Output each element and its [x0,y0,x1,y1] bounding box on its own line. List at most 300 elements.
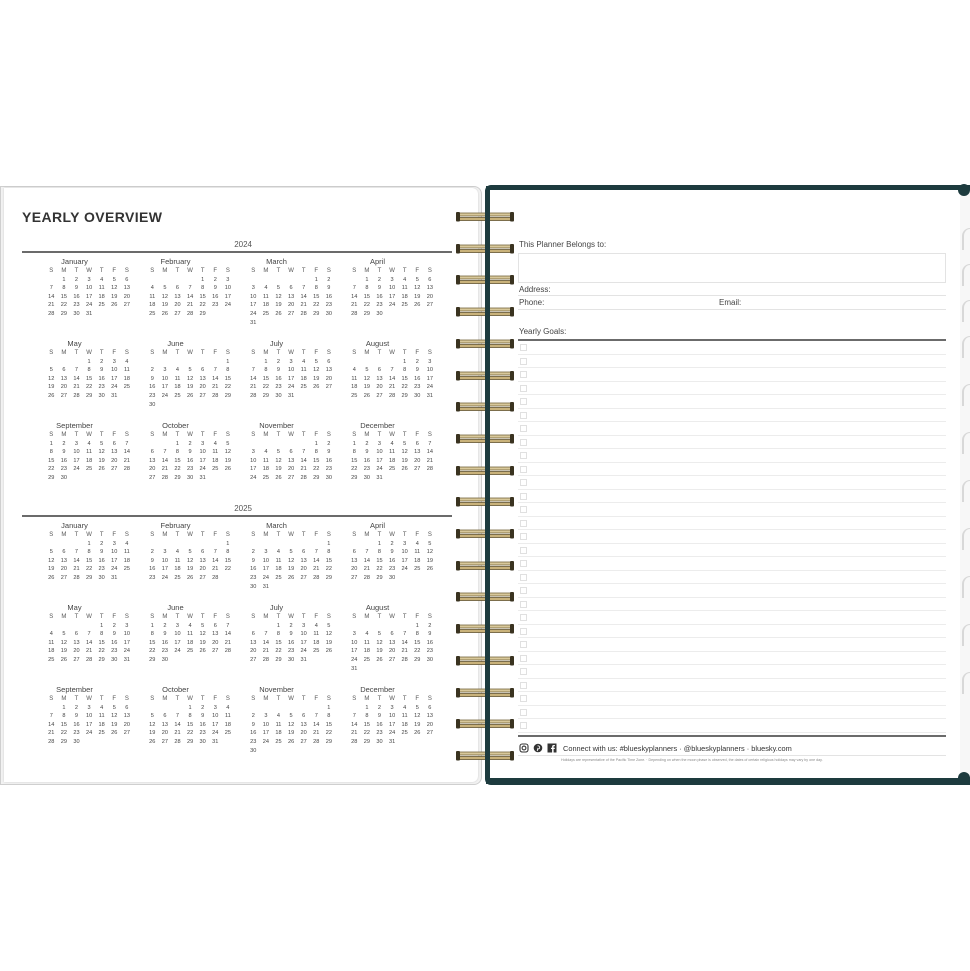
day-cell: 4 [264,449,268,456]
goal-row[interactable] [518,503,946,517]
day-cell: 24 [123,648,130,655]
day-cell: 6 [175,285,180,292]
goal-row[interactable] [518,611,946,625]
weekday-header: T [377,614,382,620]
day-cell: 30 [325,310,332,317]
weekday-header: W [288,696,294,702]
blank-day [184,540,197,549]
day-cell: 16 [376,293,383,300]
goal-checkbox[interactable] [520,641,527,648]
day-cell: 6 [201,549,205,556]
blank-day [171,540,184,549]
day-cell: 12 [275,457,282,464]
day-cell: 3 [213,704,217,711]
day-cell: 17 [351,648,358,655]
day-cell: 14 [300,457,307,464]
day-cell: 2 [112,622,116,629]
goal-checkbox[interactable] [520,412,527,419]
day-cell: 3 [163,549,167,556]
day-cell: 19 [401,457,408,464]
day-cell: 13 [426,285,433,292]
day-cell: 4 [175,549,180,556]
weekday-header: T [276,268,281,274]
month-may [24,603,130,683]
day-cell: 21 [48,730,55,737]
goal-row[interactable] [518,368,946,382]
weekday-header: M [61,532,67,538]
month-tab[interactable] [962,300,970,322]
goal-checkbox[interactable] [520,668,527,675]
weekday-header: W [389,350,395,356]
day-cell: 25 [48,656,55,663]
day-cell: 24 [287,384,295,391]
month-tab[interactable] [962,432,970,454]
goal-row[interactable] [518,382,946,396]
day-cell: 14 [426,449,433,456]
month-tab[interactable] [962,672,970,694]
month-march [226,257,332,337]
day-cell: 27 [287,310,295,317]
day-cell: 19 [149,730,156,737]
goal-checkbox[interactable] [520,479,527,486]
weekday-header: M [162,532,168,538]
blank-day [196,358,209,367]
day-cell: 27 [351,574,358,581]
day-cell: 30 [161,656,168,663]
weekday-header: S [427,532,432,538]
day-cell: 5 [314,358,318,365]
day-cell: 23 [73,730,80,737]
day-cell: 10 [262,721,269,728]
day-cell: 29 [48,474,55,481]
footer-divider [518,735,946,737]
day-cell: 12 [224,449,231,456]
day-cell: 5 [415,704,419,711]
weekday-header: W [389,432,395,438]
day-cell: 16 [161,639,168,646]
day-cell: 17 [262,566,269,573]
day-cell: 6 [428,704,432,711]
month-tab[interactable] [962,336,970,358]
month-calendar [332,531,433,583]
day-cell: 21 [73,384,80,391]
day-cell: 25 [224,730,231,737]
weekday-header: M [263,268,269,274]
weekday-header: S [225,532,230,538]
blank-day [171,358,184,367]
goal-checkbox[interactable] [520,587,527,594]
goal-row[interactable] [518,679,946,693]
month-april [327,257,433,337]
day-cell: 24 [199,466,206,473]
day-cell: 7 [365,549,369,556]
goal-checkbox[interactable] [520,385,527,392]
day-cell: 15 [60,721,67,728]
day-cell: 10 [250,293,257,300]
goal-row[interactable] [518,463,946,477]
weekday-header: T [402,350,407,356]
day-cell: 7 [188,285,192,292]
weekday-header: W [86,614,92,620]
day-cell: 16 [250,566,257,573]
weekday-header: T [99,532,104,538]
day-cell: 25 [149,310,156,317]
day-cell: 29 [60,738,67,745]
day-cell: 13 [300,557,307,564]
day-cell: 6 [150,449,154,456]
day-cell: 19 [111,721,118,728]
month-name: June [167,603,184,612]
weekday-header: F [213,532,218,538]
goal-row[interactable] [518,530,946,544]
weekday-header: S [124,350,129,356]
day-cell: 29 [224,392,231,399]
weekday-header: T [301,350,306,356]
month-tab[interactable] [962,576,970,598]
day-cell: 4 [314,622,318,629]
day-cell: 22 [275,648,282,655]
goal-row[interactable] [518,395,946,409]
day-cell: 8 [403,367,407,374]
goal-row[interactable] [518,584,946,598]
day-cell: 8 [314,449,318,456]
day-cell: 28 [351,738,358,745]
phone-label: Phone: [519,298,545,307]
month-name: August [365,339,390,348]
goal-row[interactable] [518,652,946,666]
goal-checkbox[interactable] [520,425,527,432]
goal-row[interactable] [518,355,946,369]
day-cell: 18 [388,457,396,464]
spiral-ring-icon [456,592,514,602]
day-cell: 30 [73,310,80,317]
month-name: May [67,339,82,348]
day-cell: 2 [251,713,255,720]
day-cell: 31 [199,474,206,481]
day-cell: 21 [300,302,307,309]
goal-row[interactable] [518,517,946,531]
month-name: December [360,421,395,430]
day-cell: 3 [175,622,180,629]
instagram-icon[interactable] [519,743,529,753]
day-cell: 15 [262,375,269,382]
weekday-header: S [326,350,331,356]
day-cell: 28 [212,392,219,399]
day-cell: 30 [98,574,105,581]
day-cell: 30 [376,310,383,317]
day-cell: 10 [85,285,93,292]
month-april [327,521,433,601]
weekday-header: S [251,350,256,356]
day-cell: 6 [390,631,394,638]
goal-checkbox[interactable] [520,560,527,567]
day-cell: 10 [212,713,219,720]
month-calendar [231,695,332,755]
month-tab[interactable] [962,624,970,646]
weekday-header: S [150,268,155,274]
day-cell: 20 [250,648,257,655]
day-cell: 25 [363,656,370,663]
month-name: July [269,339,284,348]
day-cell: 24 [262,574,269,581]
day-cell: 26 [376,656,383,663]
month-tab[interactable] [962,228,970,250]
day-cell: 6 [289,449,293,456]
day-cell: 7 [302,285,306,292]
month-february [125,257,231,337]
goal-checkbox[interactable] [520,722,527,729]
day-cell: 13 [325,367,332,374]
goal-row[interactable] [518,476,946,490]
day-cell: 1 [87,358,91,365]
day-cell: 23 [98,384,105,391]
day-cell: 16 [325,457,332,464]
month-calendar [130,531,231,583]
weekday-header: T [276,432,281,438]
day-cell: 3 [112,358,116,365]
day-cell: 15 [224,375,231,382]
weekday-header: W [187,614,193,620]
month-tab[interactable] [962,528,970,550]
weekday-header: T [301,614,306,620]
weekday-header: F [112,696,117,702]
day-cell: 29 [149,656,156,663]
goal-row[interactable] [518,341,946,355]
goal-row[interactable] [518,490,946,504]
weekday-header: T [74,532,79,538]
goal-row[interactable] [518,625,946,639]
day-cell: 1 [175,440,180,447]
day-cell: 13 [426,713,433,720]
month-tab[interactable] [962,264,970,286]
month-calendar [231,431,332,483]
month-tab[interactable] [962,384,970,406]
day-cell: 23 [60,466,67,473]
goal-checkbox[interactable] [520,533,527,540]
goal-row[interactable] [518,449,946,463]
goal-row[interactable] [518,544,946,558]
day-cell: 6 [302,713,306,720]
day-cell: 22 [85,384,93,391]
day-cell: 25 [174,574,181,581]
address-line[interactable] [518,295,946,296]
day-cell: 26 [48,392,55,399]
weekday-header: T [200,432,205,438]
day-cell: 15 [376,557,383,564]
day-cell: 27 [426,302,433,309]
goal-checkbox[interactable] [520,682,527,689]
weekday-header: T [402,268,407,274]
month-january [24,521,130,601]
weekday-header: F [213,614,218,620]
goal-checkbox[interactable] [520,466,527,473]
weekday-header: M [364,268,370,274]
phone-email-line[interactable] [518,309,946,310]
day-cell: 20 [212,639,219,646]
day-cell: 18 [275,566,282,573]
goal-checkbox[interactable] [520,520,527,527]
day-cell: 31 [262,583,269,590]
spiral-ring-icon [456,466,514,476]
day-cell: 14 [388,375,396,382]
goal-checkbox[interactable] [520,547,527,554]
month-tab[interactable] [962,480,970,502]
day-cell: 10 [250,457,257,464]
day-cell: 10 [161,375,168,382]
goal-checkbox[interactable] [520,628,527,635]
goal-checkbox[interactable] [520,655,527,662]
month-calendar [29,695,130,747]
goal-row[interactable] [518,598,946,612]
day-cell: 26 [199,648,206,655]
day-cell: 22 [199,302,206,309]
day-cell: 7 [87,631,91,638]
spiral-ring-icon [456,402,514,412]
goal-row[interactable] [518,571,946,585]
month-calendar [332,349,433,401]
blank-day [272,276,285,285]
day-cell: 11 [363,639,370,646]
day-cell: 20 [426,721,433,728]
day-cell: 8 [264,367,268,374]
day-cell: 16 [363,457,370,464]
goal-row[interactable] [518,557,946,571]
day-cell: 16 [250,730,257,737]
weekday-header: T [200,532,205,538]
goal-checkbox[interactable] [520,452,527,459]
day-cell: 13 [161,721,168,728]
day-cell: 13 [123,713,130,720]
blank-day [297,540,310,549]
blank-day [285,276,298,285]
month-name: April [369,257,385,266]
day-cell: 20 [123,293,130,300]
day-cell: 4 [100,704,104,711]
day-cell: 25 [262,310,269,317]
day-cell: 18 [401,721,408,728]
goal-checkbox[interactable] [520,614,527,621]
blank-day [209,540,222,549]
day-cell: 1 [327,540,331,547]
day-cell: 19 [414,293,421,300]
weekday-header: S [49,268,54,274]
goal-row[interactable] [518,409,946,423]
day-cell: 10 [262,557,269,564]
owner-name-field[interactable] [518,253,946,283]
goal-checkbox[interactable] [520,695,527,702]
month-july [226,339,332,419]
blank-day [285,704,298,713]
day-cell: 18 [363,648,370,655]
blank-day [247,358,260,367]
day-cell: 10 [376,449,383,456]
goal-checkbox[interactable] [520,358,527,365]
day-cell: 24 [262,738,269,745]
day-cell: 14 [73,557,80,564]
month-name: March [266,257,287,266]
day-cell: 6 [125,704,129,711]
month-june [125,603,231,683]
weekday-header: W [86,350,92,356]
goal-row[interactable] [518,692,946,706]
day-cell: 12 [161,293,168,300]
weekday-header: S [427,350,432,356]
day-cell: 30 [414,392,421,399]
day-cell: 7 [264,631,268,638]
day-cell: 26 [414,302,421,309]
day-cell: 31 [250,319,257,326]
goal-row[interactable] [518,638,946,652]
weekday-header: M [364,696,370,702]
blank-day [209,358,222,367]
day-cell: 28 [351,310,358,317]
day-cell: 7 [125,440,129,447]
day-cell: 21 [313,730,320,737]
day-cell: 20 [426,293,433,300]
day-cell: 25 [414,566,421,573]
goal-row[interactable] [518,719,946,733]
day-cell: 4 [276,549,281,556]
goal-row[interactable] [518,422,946,436]
day-cell: 4 [403,276,407,283]
blank-day [272,540,285,549]
weekday-header: S [225,614,230,620]
day-cell: 18 [212,457,219,464]
day-cell: 21 [351,302,358,309]
pinterest-icon[interactable] [533,743,543,753]
goal-checkbox[interactable] [520,601,527,608]
page-title: YEARLY OVERVIEW [22,209,163,225]
goal-checkbox[interactable] [520,709,527,716]
day-cell: 6 [74,631,79,638]
day-cell: 8 [226,549,230,556]
month-february [125,521,231,601]
day-cell: 10 [111,549,118,556]
day-cell: 28 [186,310,194,317]
goal-checkbox[interactable] [520,344,527,351]
day-cell: 28 [250,392,257,399]
month-name: February [160,521,191,530]
goal-checkbox[interactable] [520,439,527,446]
day-cell: 29 [401,392,408,399]
day-cell: 14 [351,721,358,728]
day-cell: 13 [376,375,383,382]
facebook-icon[interactable] [547,743,557,753]
day-cell: 4 [125,358,129,365]
month-calendar [231,531,332,591]
goal-row[interactable] [518,665,946,679]
day-cell: 18 [262,466,269,473]
day-cell: 5 [289,713,293,720]
goal-row[interactable] [518,436,946,450]
goal-checkbox[interactable] [520,506,527,513]
weekday-header: M [61,696,67,702]
goal-checkbox[interactable] [520,574,527,581]
blank-day [361,622,374,631]
day-cell: 11 [351,375,358,382]
goal-checkbox[interactable] [520,493,527,500]
weekday-header: F [415,614,420,620]
goal-checkbox[interactable] [520,371,527,378]
day-cell: 14 [174,721,181,728]
month-name: December [360,685,395,694]
day-cell: 12 [98,449,105,456]
blank-day [348,358,361,367]
day-cell: 8 [62,285,66,292]
weekday-header: S [427,614,432,620]
goal-row[interactable] [518,706,946,720]
goal-checkbox[interactable] [520,398,527,405]
